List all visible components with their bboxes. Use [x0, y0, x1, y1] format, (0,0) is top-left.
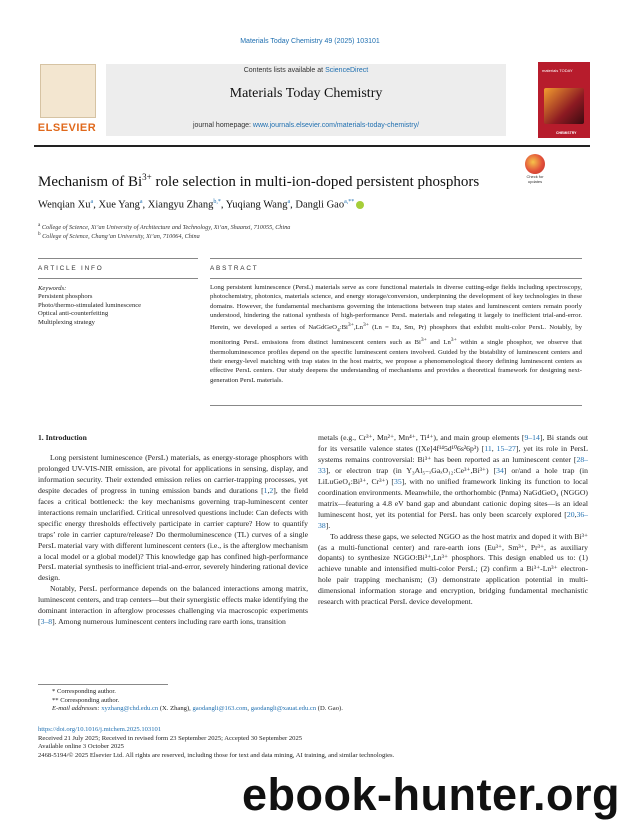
body-right-column	[318, 433, 588, 608]
check-for-updates-button[interactable]	[520, 154, 550, 184]
available-online: Available online 3 October 2025	[38, 743, 124, 750]
cover-title: materials TODAY	[542, 68, 573, 73]
email-addresses: E-mail addresses: xyzhang@chd.edu.cn (X. Zhang), gaodangli@163.com, gaodangli@xauat.edu.cn (D. Gao).	[52, 705, 343, 712]
journal-homepage-link[interactable]: www.journals.elsevier.com/materials-today-chemistry/	[252, 122, 420, 129]
abstract-end-rule	[210, 405, 582, 406]
keyword-item: Multiplexing strategy	[38, 318, 95, 326]
footnote-rule	[38, 684, 168, 685]
homepage-prefix: journal homepage:	[192, 122, 253, 129]
intro-paragraph-3: To address these gaps, we selected NGGO as the host matrix and doped it with Bi³⁺ (as a multi-functional center) and rare-earth ions (Eu³⁺, Sm³⁺, Pr³⁺, as auxiliary dopants) to synthesize NGGO:Bi³⁺,Ln³⁺ phosphors. This design enabled us to: (1) achieve tunable and intensified multi-color PersL; (2) confirm a Bi³⁺-Ln³⁺ electron-hole pair trapping mechanism; (3) demonstrate application potential in multi-dimensional information storage and encryption, bridging fundamental mechanistic research with practical PersL device development.	[318, 531, 588, 607]
abstract-rule	[210, 258, 582, 259]
cover-image	[544, 88, 584, 124]
affiliation-a: $^a$ College of Science, Xi’an University of Architecture and Technology, Xi’an, Shaanxi, 710055, China	[38, 222, 291, 232]
citation-link[interactable]: 28–33	[318, 454, 588, 475]
article-info-rule	[38, 258, 198, 259]
check-updates-label: Check for updates	[526, 174, 544, 184]
keywords-heading: Keywords:	[38, 285, 67, 292]
author-affiliation-mark[interactable]: a	[139, 199, 143, 205]
sciencedirect-link[interactable]: ScienceDirect	[325, 67, 369, 74]
doi-link[interactable]: https://doi.org/10.1016/j.mtchem.2025.103101	[38, 726, 162, 733]
contents-line	[106, 67, 506, 74]
corresponding-author-note: ** Corresponding author.	[52, 696, 120, 704]
intro-paragraph-1: Long persistent luminescence (PersL) materials, as energy-storage phosphors with prolonged UV-VIS-NIR emission, are pivotal for applications in sensing, display, and information security. Their extended emission relies on carrier-trapping processes, yet despite decades of progress in tuning emission bands and durations [1,2], the field faces a critical bottleneck: the key mechanisms governing trap-luminescent center interactions remain unclarified. Critical unresolved questions include: Can defects with specific energy thresholds effectively participate in carrier capture? How to quantify traps’ role in carrier capture/release? Do thermoluminescence (TL) curves of a single PersL material vary with different luminescent centers (i.e., is the afterglow mechanism a local model or a global model)? This knowledge gap has confined high-performance PersL material synthesis to inefficient trial-and-error, severely hindering rational device design.	[38, 452, 308, 583]
citation-link[interactable]: 9–14	[524, 433, 540, 442]
affiliation-b: $^b$ College of Science, Chang’an University, Xi’an, 710064, China	[38, 231, 200, 241]
abstract-label: ABSTRACT	[210, 265, 259, 272]
email-link[interactable]: xyzhang@chd.edu.cn	[101, 705, 159, 712]
journal-citation-header[interactable]: Materials Today Chemistry 49 (2025) 103101	[240, 38, 380, 45]
homepage-line	[106, 122, 506, 129]
citation-link[interactable]: 35	[393, 476, 402, 486]
elsevier-wordmark: ELSEVIER	[37, 122, 97, 134]
citation-link[interactable]: 1	[263, 485, 268, 495]
cover-subtitle: CHEMISTRY	[556, 131, 577, 135]
keyword-item: Persistent phosphors	[38, 293, 93, 301]
author-affiliation-mark[interactable]: a	[90, 199, 94, 205]
keywords-block	[38, 285, 188, 327]
citation-link[interactable]: 2	[269, 485, 274, 495]
orcid-icon[interactable]	[356, 201, 364, 209]
publication-info	[38, 726, 598, 760]
email-link[interactable]: gaodangli@163.com	[192, 705, 248, 712]
author-name[interactable]: Yuqiang Wang	[225, 199, 288, 211]
elsevier-tree-icon	[40, 64, 96, 118]
keyword-item: Photo/thermo-stimulated luminescence	[38, 301, 142, 309]
intro-paragraph-2: Notably, PersL performance depends on the balanced interactions among matrix, luminescent centers, and trap centers—but their synergistic effects make identifying the dominant interaction in afterglow processes challenging via macroscopic experiments [3–8]. Among numerous luminescent centers including rare earth ions, transition	[38, 584, 308, 627]
masthead-banner	[106, 64, 506, 136]
author-affiliation-mark[interactable]: a	[287, 199, 291, 205]
masthead-rule	[34, 145, 590, 147]
copyright-line: 2468-5194/© 2025 Elsevier Ltd. All rights are reserved, including those for text and data mining, AI training, and similar technologies.	[38, 751, 395, 759]
journal-masthead	[34, 62, 590, 138]
citation-link[interactable]: 11	[484, 443, 492, 453]
received-dates: Received 21 July 2025; Received in revised form 23 September 2025; Accepted 30 September 2025	[38, 734, 303, 742]
email-link[interactable]: gaodangli@xauat.edu.cn	[250, 705, 317, 712]
article-title: Mechanism of $Bi^{3+}$ role selection in multi-ion-doped persistent phosphors	[38, 172, 480, 190]
section-heading-introduction: 1. Introduction	[38, 433, 87, 442]
citation-link[interactable]: 20	[566, 509, 575, 519]
author-name[interactable]: Wenqian Xu	[38, 199, 91, 211]
article-info-label: ARTICLE INFO	[38, 265, 104, 272]
body-left-column	[38, 433, 308, 628]
author-affiliation-mark[interactable]: b,*	[213, 199, 221, 205]
intro-paragraph-2-cont: metals (e.g., Cr³⁺, Mn²⁺, Mn⁴⁺, Ti⁴⁺), and main group elements [9–14], Bi stands out for its versatile valence states ([Xe]4f¹⁴5d¹⁰6s²6p³) [11, 15–27], yet its role in PersL systems remains controversial: Bi³⁺ has been reported as an luminescent center [28–33], or electron trap (in Y₃Al₅₋ₓGaₓO₁₂:Ce³⁺,Bi³⁺) [34] or/and a hole trap (in LiLuGeO₄:Bi³⁺, Cr³⁺) [35], with no unified framework linking its function to local coordination environments. Meanwhile, the orthorhombic (Pnma) NaGdGeO₄ (NGGO) matrix—featuring a 4.8 eV band gap and abundant cationic doping sites—is an ideal luminescent host, yet its potential for PersL has only been scarcely explored [20,36–38].	[318, 433, 589, 530]
citation-link[interactable]: 34	[496, 465, 504, 475]
watermark-text: ebook-hunter.org	[242, 769, 620, 820]
author-name[interactable]: Xue Yang	[98, 199, 140, 211]
elsevier-logo[interactable]	[34, 62, 100, 138]
keywords-rule	[38, 278, 198, 279]
footnotes	[38, 688, 578, 714]
author-name[interactable]: Dangli Gao	[295, 199, 345, 211]
author-affiliation-mark[interactable]: a,**	[344, 199, 355, 205]
citation-link[interactable]: 3–8	[40, 617, 53, 627]
corresponding-author-note: * Corresponding author.	[52, 688, 116, 695]
citation-link[interactable]: 36–38	[318, 509, 588, 530]
abstract-text: Long persistent luminescence (PersL) materials serve as core functional materials in diverse cutting-edge fields including spectroscopy, photochemistry, photonics, materials science, and energy storage/conversion, underpinning the development of key technologies in these domains. However, the fundamental mechanisms governing the interactions between trap states and luminescent centers remain poorly understood, hindering the rational synthesis of high-performance PersL materials and relegating it largely to inefficient trial-and-error. Herein, we developed a series of $NaGdGeO_4:Bi^{3+},Ln^{3+}$ (Ln = Eu, Sm, Pr) phosphors that exhibit multi-color PersL. Notably, by monitoring PersL emissions from distinct luminescent centers such as $Bi^{3+}$ and $Ln^{3+}$ within a single phosphor, we observe that thermoluminescence profiles depend on the specific luminescent centers involved. Guided by the bistability of luminescent centers and their energy-level matching with trap states in the host matrix, we propose a phenomenological theory defining luminescent centers as effective PersL centers. Our study deepens the understanding of mechanisms and provides a theoretical framework for designing next-generation PersL materials.	[210, 284, 583, 384]
author-name[interactable]: Xiangyu Zhang	[147, 199, 214, 211]
citation-link[interactable]: 15–27	[496, 443, 516, 453]
contents-prefix: Contents lists available at	[243, 67, 326, 74]
journal-cover-thumbnail[interactable]	[538, 62, 590, 138]
journal-name: Materials Today Chemistry	[229, 86, 383, 101]
check-updates-icon	[525, 154, 545, 174]
keyword-item: Optical anti-counterfeiting	[38, 310, 109, 318]
abstract-inner-rule	[210, 278, 582, 279]
author-list: Wenqian Xu$^a$, Xue Yang$^a$, Xiangyu Zhang$^{b,*}$, Yuqiang Wang$^a$, Dangli Gao$^{a,**}$	[38, 199, 558, 211]
